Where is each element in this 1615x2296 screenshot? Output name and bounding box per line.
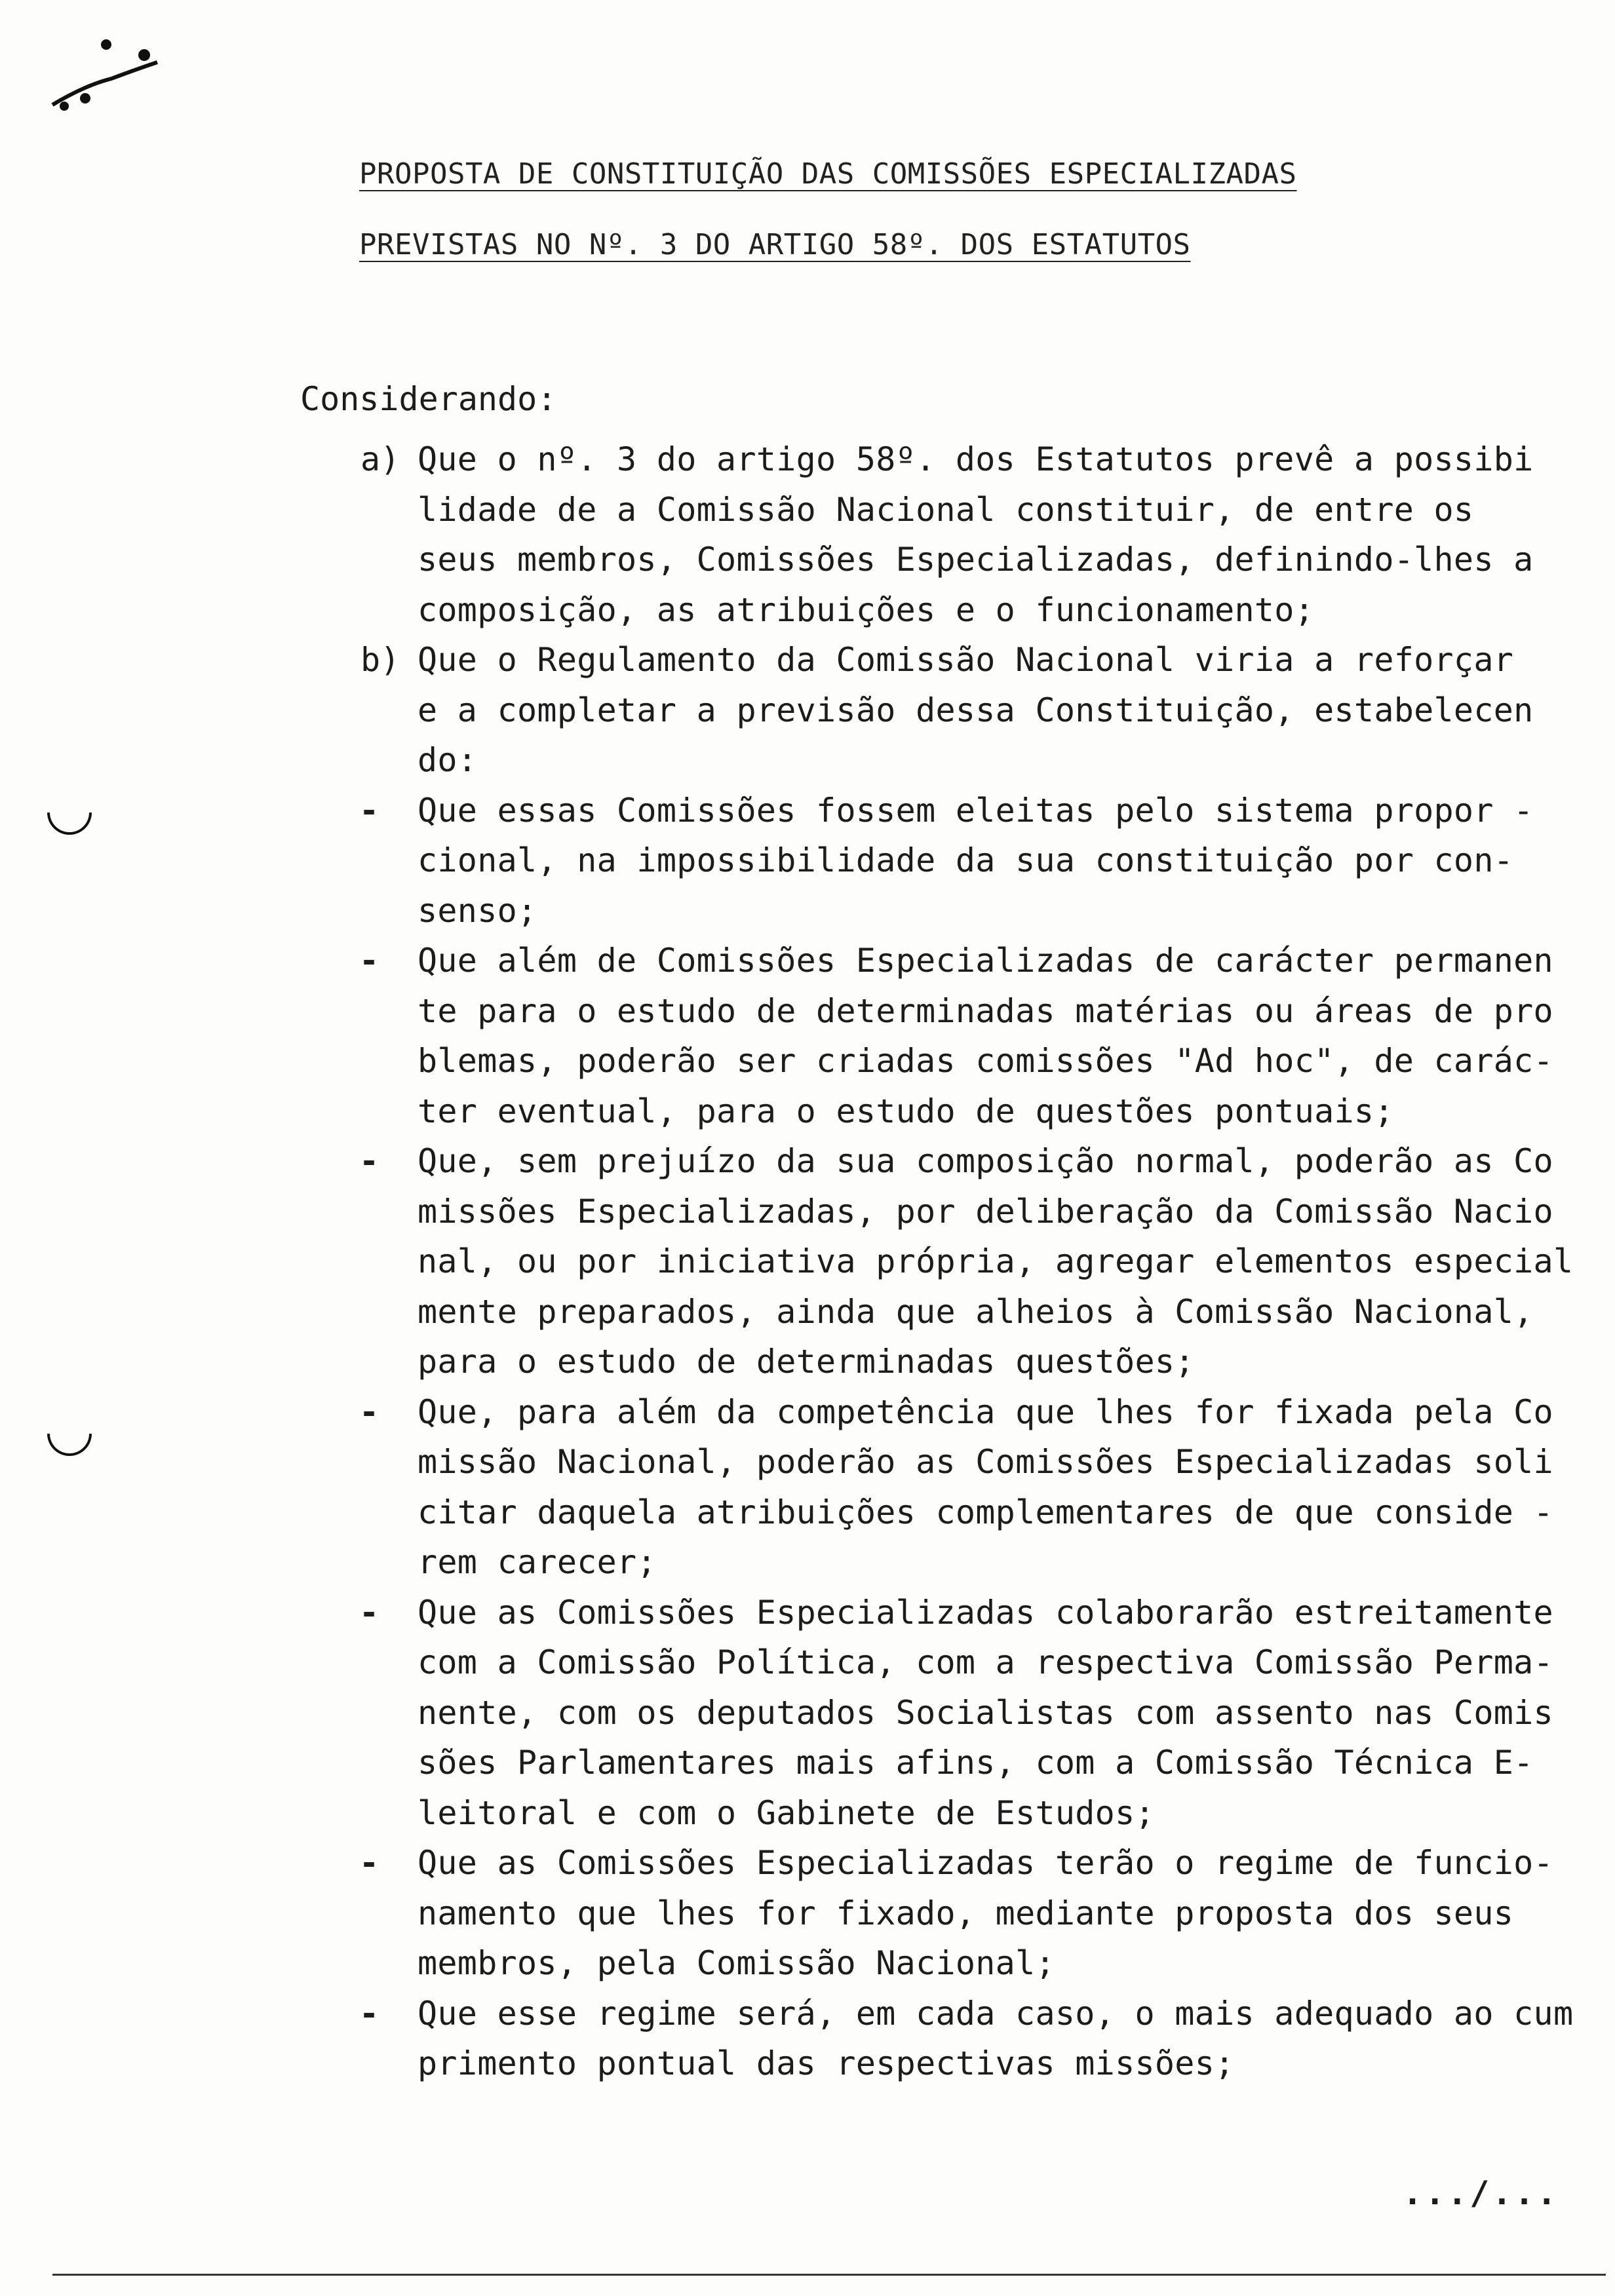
item-text-line: blemas, poderão ser criadas comissões "Ad hoc", de carác- [418,1042,1553,1080]
item-text-line: missão Nacional, poderão as Comissões Especializadas soli [418,1443,1553,1481]
item-text-line: Que esse regime será, em cada caso, o mais adequado ao cum [418,1994,1574,2033]
item-marker: - [359,1593,379,1632]
item-text-line: Que além de Comissões Especializadas de carácter permanen [418,942,1553,980]
handwritten-mark-icon [46,33,164,118]
item-text-line: nal, ou por iniciativa própria, agregar elementos especial [418,1242,1574,1280]
title-line-2: PREVISTAS NO Nº. 3 DO ARTIGO 58º. DOS ESTATUTOS [359,228,1191,261]
item-text-line: namento que lhes for fixado, mediante proposta dos seus [418,1894,1514,1932]
item-text-line: seus membros, Comissões Especializadas, definindo-lhes a [418,541,1534,579]
bottom-rule [52,2274,1606,2276]
title-line-1: PROPOSTA DE CONSTITUIÇÃO DAS COMISSÕES ESPECIALIZADAS [359,157,1297,191]
margin-mark [47,1434,92,1456]
item-text-line: rem carecer; [418,1543,657,1581]
intro-heading: Considerando: [300,380,557,418]
item-text-line: Que as Comissões Especializadas colaborarão estreitamente [418,1593,1553,1632]
item-text-line: sões Parlamentares mais afins, com a Comissão Técnica E- [418,1744,1534,1782]
item-marker: - [359,1994,379,2033]
item-text-line: Que o Regulamento da Comissão Nacional viria a reforçar [418,641,1514,679]
item-marker: - [359,1844,379,1882]
item-text-line: cional, na impossibilidade da sua constituição por con- [418,841,1514,879]
item-marker: - [359,1142,379,1180]
item-text-line: citar daquela atribuições complementares de que conside - [418,1493,1553,1531]
item-text-line: Que o nº. 3 do artigo 58º. dos Estatutos prevê a possibi [418,440,1534,478]
item-text-line: ter eventual, para o estudo de questões pontuais; [418,1092,1394,1130]
item-text-line: primento pontual das respectivas missões; [418,2044,1235,2082]
item-text-line: do: [418,741,478,779]
item-text-line: membros, pela Comissão Nacional; [418,1944,1055,1982]
item-text-line: Que as Comissões Especializadas terão o regime de funcio- [418,1844,1553,1882]
item-marker: - [359,1392,379,1431]
item-marker: - [359,942,379,980]
item-text-line: composição, as atribuições e o funcionamento; [418,590,1315,629]
item-text-line: Que, sem prejuízo da sua composição normal, poderão as Co [418,1142,1553,1180]
item-marker: - [359,791,379,830]
item-text-line: com a Comissão Política, com a respectiva Comissão Perma- [418,1643,1553,1681]
item-text-line: Que, para além da competência que lhes for fixada pela Co [418,1392,1553,1431]
margin-mark [47,813,92,835]
item-text-line: leitoral e com o Gabinete de Estudos; [418,1793,1155,1832]
item-marker: a) [360,440,400,478]
item-text-line: lidade de a Comissão Nacional constituir, de entre os [418,490,1474,529]
item-text-line: senso; [418,891,537,930]
item-text-line: para o estudo de determinadas questões; [418,1343,1195,1381]
item-text-line: e a completar a previsão dessa Constituição, estabelecen [418,691,1534,729]
item-text-line: te para o estudo de determinadas matérias ou áreas de pro [418,991,1553,1030]
page-continuation-marker: .../... [1403,2174,1559,2212]
item-text-line: Que essas Comissões fossem eleitas pelo sistema propor - [418,791,1534,830]
item-marker: b) [360,641,400,679]
item-text-line: nente, com os deputados Socialistas com assento nas Comis [418,1693,1553,1732]
item-text-line: mente preparados, ainda que alheios à Comissão Nacional, [418,1292,1534,1331]
item-text-line: missões Especializadas, por deliberação da Comissão Nacio [418,1192,1553,1231]
